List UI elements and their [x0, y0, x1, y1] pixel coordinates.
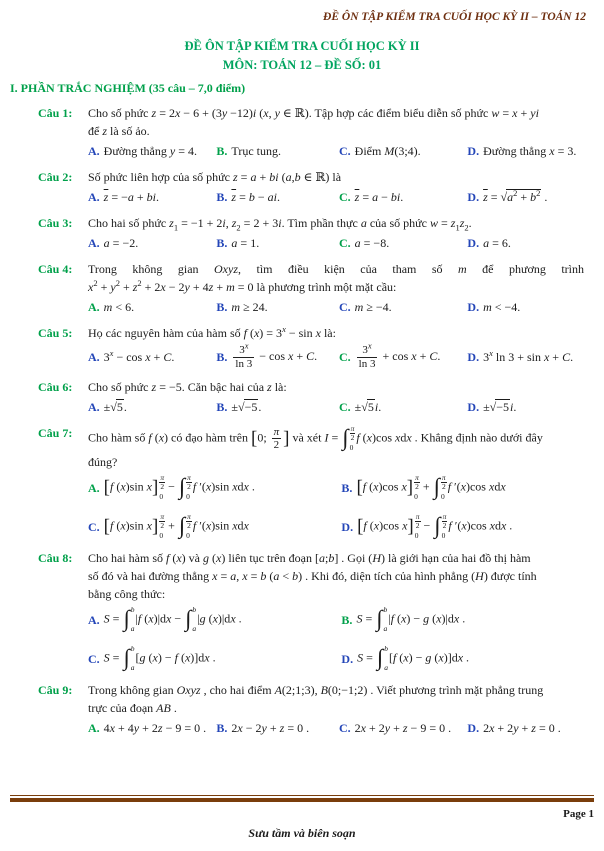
option-letter: C. — [338, 144, 351, 158]
option-item — [88, 344, 210, 370]
page-header — [0, 0, 604, 26]
option-text: $\frac{3^x}{\ln 3}$ − cos x + C. — [235, 340, 318, 370]
option-letter: A. — [88, 350, 100, 365]
question-body: Cho hai số phức $z_1 = -1 + 2i$, $z_2 = 2 + 3i$. Tìm phần thực a của số phức $w = z_1z_2$. — [88, 216, 472, 233]
option-text: [f (x)cos x] π 2 0 − ∫ π 2 0 f ′(x)cos xdx . — [357, 512, 513, 540]
option-text: m < −4. — [483, 300, 521, 314]
page-footer — [10, 795, 594, 842]
option-text: m < 6. — [103, 300, 135, 314]
option-letter: B. — [216, 144, 228, 158]
option-text: [f (x)cos x] π 2 0 + ∫ π 2 0 f ′(x)cos xdx — [356, 473, 506, 501]
option-text: $\frac{3^x}{\ln 3}$ + cos x + C. — [358, 340, 441, 370]
section-heading: I. PHẦN TRẮC NGHIỆM (35 câu – 7,0 điểm) — [10, 81, 246, 95]
option-group — [88, 298, 584, 316]
option-text: $3^x - \cos x + C$. — [103, 348, 175, 365]
option-group — [88, 142, 584, 160]
question-main — [88, 424, 584, 541]
question-main — [88, 214, 584, 252]
question-block — [0, 681, 604, 737]
option-text: 3$^x$ ln 3 + sin x + C. — [483, 348, 574, 365]
option-letter: A. — [88, 236, 100, 250]
question-body: Họ các nguyên hàm của hàm số f $(x) = 3^x - \sin x$ là: — [88, 324, 336, 340]
question-block — [0, 378, 604, 416]
option-letter: B. — [341, 612, 353, 627]
option-letter: A. — [88, 190, 100, 204]
option-letter: C. — [338, 400, 351, 415]
question-label: Câu 9: — [38, 683, 73, 698]
option-item — [88, 719, 210, 737]
option-item — [88, 605, 335, 634]
question-main — [88, 549, 584, 673]
option-text: [f (x)sin x] π 2 0 − ∫ π 2 0 f ′(x)sin xdx . — [103, 473, 255, 501]
option-item — [341, 644, 584, 673]
option-letter: B. — [216, 190, 228, 204]
option-text: Đường thẳng y = 4. — [103, 144, 197, 158]
question-main — [88, 324, 584, 370]
option-text: $\overline{z} = a$ − bi. — [354, 190, 404, 204]
question-body: Số phức liên hợp của số phức z = a + bi (a,b ∈ ℝ) là — [88, 170, 342, 184]
footer-note: Sưu tầm và biên soạn — [248, 826, 356, 840]
question-label: Câu 5: — [38, 326, 73, 340]
question-label: Câu 6: — [38, 380, 73, 395]
option-text: $\overline{z} = -a$ + bi. — [103, 190, 160, 204]
option-item — [88, 142, 210, 160]
question-block — [0, 168, 604, 206]
option-text: [f (x)sin x] π 2 0 + ∫ π 2 0 f ′(x)sin xdx — [103, 512, 249, 540]
option-letter: D. — [341, 519, 354, 534]
option-item — [216, 188, 333, 206]
question-main — [88, 260, 584, 316]
option-item — [88, 234, 210, 252]
option-text: 2x − 2y + z = 0 . — [231, 721, 310, 736]
option-text: a = 6. — [483, 236, 511, 250]
question-block — [0, 214, 604, 252]
option-text: ±√−5i. — [483, 400, 517, 415]
option-letter: C. — [338, 300, 351, 314]
option-item — [88, 298, 210, 316]
option-item — [339, 719, 461, 737]
question-main — [88, 681, 584, 737]
option-group — [88, 188, 584, 206]
option-item — [339, 398, 461, 416]
option-item — [339, 188, 461, 206]
option-text: m ≥ −4. — [354, 300, 392, 314]
option-letter: D. — [467, 300, 480, 314]
option-item — [216, 298, 333, 316]
question-main — [88, 168, 584, 206]
question-label: Câu 3: — [38, 216, 73, 230]
question-body: Trong không gian Oxyz , cho hai điểm A(2;1;3), B(0;−1;2) . Viết phương trình mặt phẳng trung trực của đoạn AB . — [88, 683, 544, 716]
option-letter: C. — [338, 190, 351, 204]
option-group — [88, 473, 584, 541]
option-text: a = 1. — [231, 236, 260, 250]
option-item — [216, 234, 333, 252]
option-text: a = −2. — [103, 236, 139, 250]
option-letter: A. — [88, 300, 100, 314]
option-letter: B. — [216, 236, 228, 250]
option-item — [339, 298, 461, 316]
option-text: 4x + 4y + 2z − 9 = 0 . — [103, 721, 207, 736]
option-text: S = ∫ b a [g (x) − f (x)]dx . — [103, 644, 216, 672]
question-body: Cho hai hàm số f (x) và g (x) liên tục trên đoạn [a;b] . Gọi (H) là giới hạn của hai đồ thị hàm số đó và hai đường thẳng x = a, x = b (a < b) . Khi đó, diện tích của hình phẳng (H) được tính bằng công thức: — [88, 551, 537, 602]
option-item — [467, 298, 584, 316]
option-letter: A. — [88, 144, 100, 158]
question-block — [0, 549, 604, 673]
option-group — [88, 605, 584, 673]
option-text: m ≥ 24. — [231, 300, 268, 314]
option-item — [216, 719, 333, 737]
option-group — [88, 234, 584, 252]
question-label: Câu 8: — [38, 551, 73, 566]
option-item — [339, 234, 461, 252]
option-item — [88, 644, 335, 673]
option-item — [216, 340, 333, 370]
option-item — [467, 188, 584, 206]
option-letter: B. — [341, 480, 353, 495]
question-body: Trong không gian Oxyz, tìm điều kiện của tham số m để phương trình $x^2 + y^2 + z^2 + 2x - 2y + 4z + m = 0$ là phương trình một mặt cầu: — [88, 262, 584, 294]
option-letter: C. — [88, 651, 100, 666]
option-item — [341, 473, 584, 502]
option-letter: B. — [216, 721, 228, 736]
option-item — [216, 142, 333, 160]
option-text: Trục tung. — [231, 144, 281, 158]
option-item — [88, 512, 335, 541]
option-item — [467, 142, 584, 160]
option-item — [338, 340, 461, 370]
option-text: $\overline{z} = √a^2 + b^2$ . — [483, 188, 548, 204]
question-block — [0, 260, 604, 316]
option-letter: C. — [338, 350, 351, 365]
question-body: Cho số phức z = 2x − 6 + (3y −12)i (x, y ∈ ℝ). Tập hợp các điểm biểu diễn số phức w = x + yi để z là số ảo. — [88, 106, 539, 138]
option-letter: A. — [88, 400, 100, 415]
option-letter: D. — [341, 651, 354, 666]
option-item — [341, 605, 584, 634]
option-letter: A. — [88, 480, 100, 495]
option-text: S = ∫ b a [f (x) − g (x)]dx . — [357, 644, 470, 672]
option-group — [88, 719, 584, 737]
question-body: Cho số phức z = −5. Căn bậc hai của z là: — [88, 380, 287, 395]
question-label: Câu 2: — [38, 170, 73, 184]
question-main — [88, 104, 584, 160]
option-letter: D. — [467, 721, 480, 736]
option-group — [88, 340, 584, 370]
question-body: Cho hàm số f (x) có đạo hàm trên [0; $\frac{\pi}{2}$ ] và xét I = ∫ π 2 0 f (x)cos xdx . Khẳng định nào dưới đây đúng? — [88, 424, 543, 470]
option-text: a = −8. — [354, 236, 390, 250]
question-label: Câu 7: — [38, 426, 73, 441]
option-item — [341, 512, 584, 541]
option-item — [88, 188, 210, 206]
option-text: ±√5. — [103, 400, 127, 415]
option-letter: A. — [88, 721, 100, 736]
option-item — [467, 234, 584, 252]
option-item — [467, 719, 584, 737]
header-title: ĐỀ ÔN TẬP KIỂM TRA CUỐI HỌC KỲ II – TOÁN 12 — [323, 11, 586, 23]
page-number: Page 1 — [563, 808, 594, 820]
option-letter: D. — [467, 236, 480, 250]
option-item — [467, 344, 584, 370]
exam-title: ĐỀ ÔN TẬP KIỂM TRA CUỐI HỌC KỲ II — [184, 39, 420, 53]
question-label: Câu 1: — [38, 106, 73, 120]
option-letter: D. — [467, 400, 480, 415]
option-text: ±√5i. — [354, 400, 382, 415]
question-block — [0, 424, 604, 541]
option-item — [467, 398, 584, 416]
option-letter: C. — [338, 721, 351, 736]
option-item — [88, 398, 210, 416]
question-main — [88, 378, 584, 416]
option-group — [88, 398, 584, 416]
footer-rule — [10, 795, 594, 802]
option-item — [88, 473, 335, 502]
option-text: S = ∫ b a |f (x)|dx − ∫ b a |g (x)|dx . — [103, 605, 242, 633]
option-letter: D. — [467, 350, 480, 365]
option-letter: D. — [467, 144, 480, 158]
option-item — [339, 142, 461, 160]
option-text: Điểm M(3;4). — [354, 144, 421, 158]
question-block — [0, 324, 604, 370]
option-text: 2x + 2y + z = 0 . — [483, 721, 561, 736]
option-text: $\overline{z} = b$ − ai. — [231, 190, 280, 204]
option-text: S = ∫ b a |f (x) − g (x)|dx . — [356, 605, 466, 633]
option-letter: B. — [216, 300, 228, 314]
option-letter: C. — [338, 236, 351, 250]
option-letter: C. — [88, 519, 100, 534]
option-letter: B. — [216, 400, 228, 415]
option-text: 2x + 2y + z − 9 = 0 . — [354, 721, 452, 736]
subject-line: MÔN: TOÁN 12 – ĐỀ SỐ: 01 — [222, 58, 382, 72]
option-letter: D. — [467, 190, 480, 204]
option-text: ±√−5. — [231, 400, 262, 415]
question-list — [0, 104, 604, 737]
option-letter: A. — [88, 612, 100, 627]
option-item — [216, 398, 333, 416]
option-text: Đường thẳng x = 3. — [483, 144, 577, 158]
question-label: Câu 4: — [38, 262, 73, 276]
question-block — [0, 104, 604, 160]
option-letter: B. — [216, 350, 228, 365]
